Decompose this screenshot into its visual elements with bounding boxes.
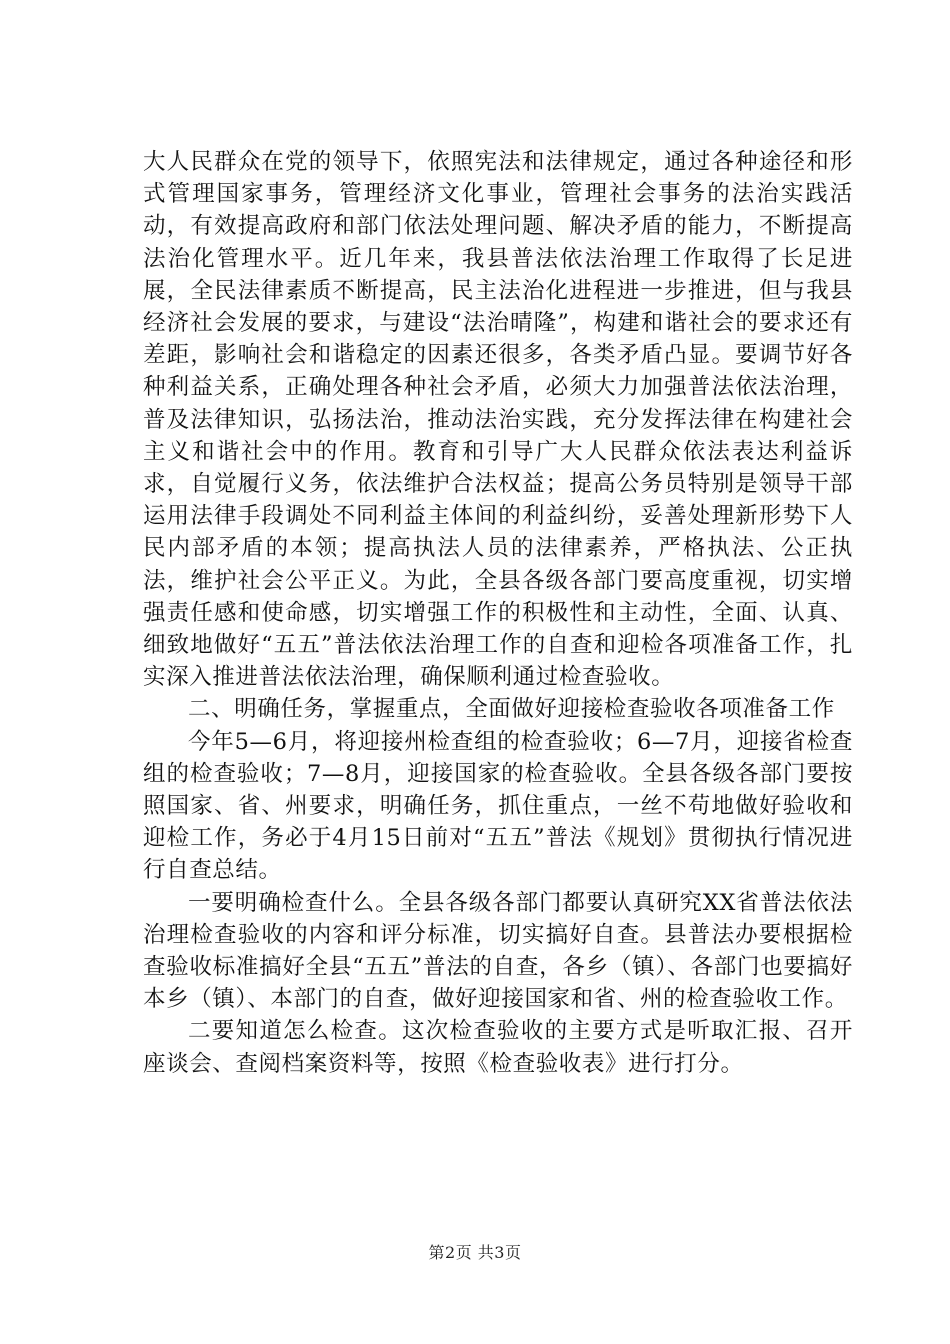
section-heading: 二、明确任务，掌握重点，全面做好迎接检查验收各项准备工作: [188, 696, 835, 723]
paragraph-how-to-check: 二要知道怎么检查。这次检查验收的主要方式是听取汇报、召开座谈会、查阅档案资料等，按照《检查验收表》进行打分。: [143, 1018, 853, 1077]
paragraph-schedule: 今年5—6月，将迎接州检查组的检查验收；6—7月，迎接省检查组的检查验收；7—8月，迎接国家的检查验收。全县各级各部门要按照国家、省、州要求，明确任务，抓住重点，一丝不苟地做好验收和迎检工作，务必于4月15日前对“五五”普法《规划》贯彻执行情况进行自查总结。: [143, 728, 853, 884]
paragraph-continuation: 大人民群众在党的领导下，依照宪法和法律规定，通过各种途径和形式管理国家事务，管理经济文化事业，管理社会事务的法治实践活动，有效提高政府和部门依法处理问题、解决矛盾的能力，不断提高法治化管理水平。近几年来，我县普法依法治理工作取得了长足进展，全民法律素质不断提高，民主法治化进程进一步推进，但与我县经济社会发展的要求，与建设“法治晴隆”，构建和谐社会的要求还有差距，影响社会和谐稳定的因素还很多，各类矛盾凸显。要调节好各种利益关系，正确处理各种社会矛盾，必须大力加强普法依法治理，普及法律知识，弘扬法治，推动法治实践，充分发挥法律在构建社会主义和谐社会中的作用。教育和引导广大人民群众依法表达利益诉求，自觉履行义务，依法维护合法权益；提高公务员特别是领导干部运用法律手段调处不同利益主体间的利益纠纷，妥善处理新形势下人民内部矛盾的本领；提高执法人员的法律素养，严格执法、公正执法，维护社会公平正义。为此，全县各级各部门要高度重视，切实增强责任感和使命感，切实增强工作的积极性和主动性，全面、认真、细致地做好“五五”普法依法治理工作的自查和迎检各项准备工作，扎实深入推进普法依法治理，确保顺利通过检查验收。: [143, 149, 853, 691]
page-footer: 第2页 共3页: [428, 1243, 522, 1262]
paragraph-what-to-check: 一要明确检查什么。全县各级各部门都要认真研究XX省普法依法治理检查验收的内容和评分标准，切实搞好自查。县普法办要根据检查验收标准搞好全县“五五”普法的自查，各乡（镇）、各部门也要搞好本乡（镇）、本部门的自查，做好迎接国家和省、州的检查验收工作。: [143, 889, 853, 1013]
document-body: [143, 146, 853, 1080]
